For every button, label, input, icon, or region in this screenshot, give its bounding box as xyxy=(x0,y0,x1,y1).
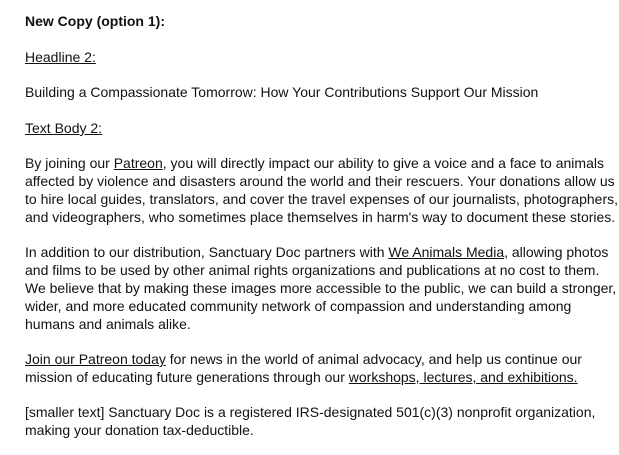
p1-line-1-pre: By joining our xyxy=(25,155,114,171)
p2-line-4: wider, and more educated community network of compassion and understanding among xyxy=(25,298,572,314)
p2-line-1-pre: In addition to our distribution, Sanctuary Doc partners with xyxy=(25,244,389,260)
p2-line-2: and films to be used by other animal rights organizations and publications at no cost to them. xyxy=(25,262,600,278)
body-label: Text Body 2: xyxy=(25,120,103,136)
p1-line-2: affected by violence and disasters around the world and their rescuers. Your donations allow us xyxy=(25,173,615,189)
p3-line-1-post: for news in the world of animal advocacy, and help us continue our xyxy=(165,351,582,367)
p2-line-3: We believe that by making these images more accessible to the public, we can build a stronger, xyxy=(25,280,617,296)
join-patreon-link[interactable]: Join our Patreon today xyxy=(25,351,166,367)
headline-text: Building a Compassionate Tomorrow: How Your Contributions Support Our Mission xyxy=(25,84,539,100)
patreon-link[interactable]: Patreon xyxy=(113,155,163,171)
p3-line-2-pre: mission of educating future generations through our xyxy=(25,369,349,385)
p1-line-4: and videographers, who sometimes place themselves in harm's way to document these stories. xyxy=(25,209,616,225)
we-animals-media-link[interactable]: We Animals Media xyxy=(388,244,505,260)
headline-label: Headline 2: xyxy=(25,49,96,65)
p3-line-1 xyxy=(25,351,582,368)
p3-line-2 xyxy=(25,369,578,386)
p1-line-3: to hire local guides, translators, and cover the travel expenses of our journalists, photographers, xyxy=(25,191,618,207)
p2-line-1-post: , allowing photos xyxy=(504,244,609,260)
doc-title: New Copy (option 1): xyxy=(25,13,165,29)
p2-line-5: humans and animals alike. xyxy=(25,316,191,332)
workshops-link[interactable]: workshops, lectures, and exhibitions. xyxy=(348,369,578,385)
p1-line-1 xyxy=(25,155,604,172)
p2-line-1 xyxy=(25,244,608,261)
p4-line-2: making your donation tax-deductible. xyxy=(25,422,254,438)
p1-line-1-post: , you will directly impact our ability to give a voice and a face to animals xyxy=(162,155,604,171)
p4-line-1: [smaller text] Sanctuary Doc is a registered IRS-designated 501(c)(3) nonprofit organization, xyxy=(25,404,596,420)
